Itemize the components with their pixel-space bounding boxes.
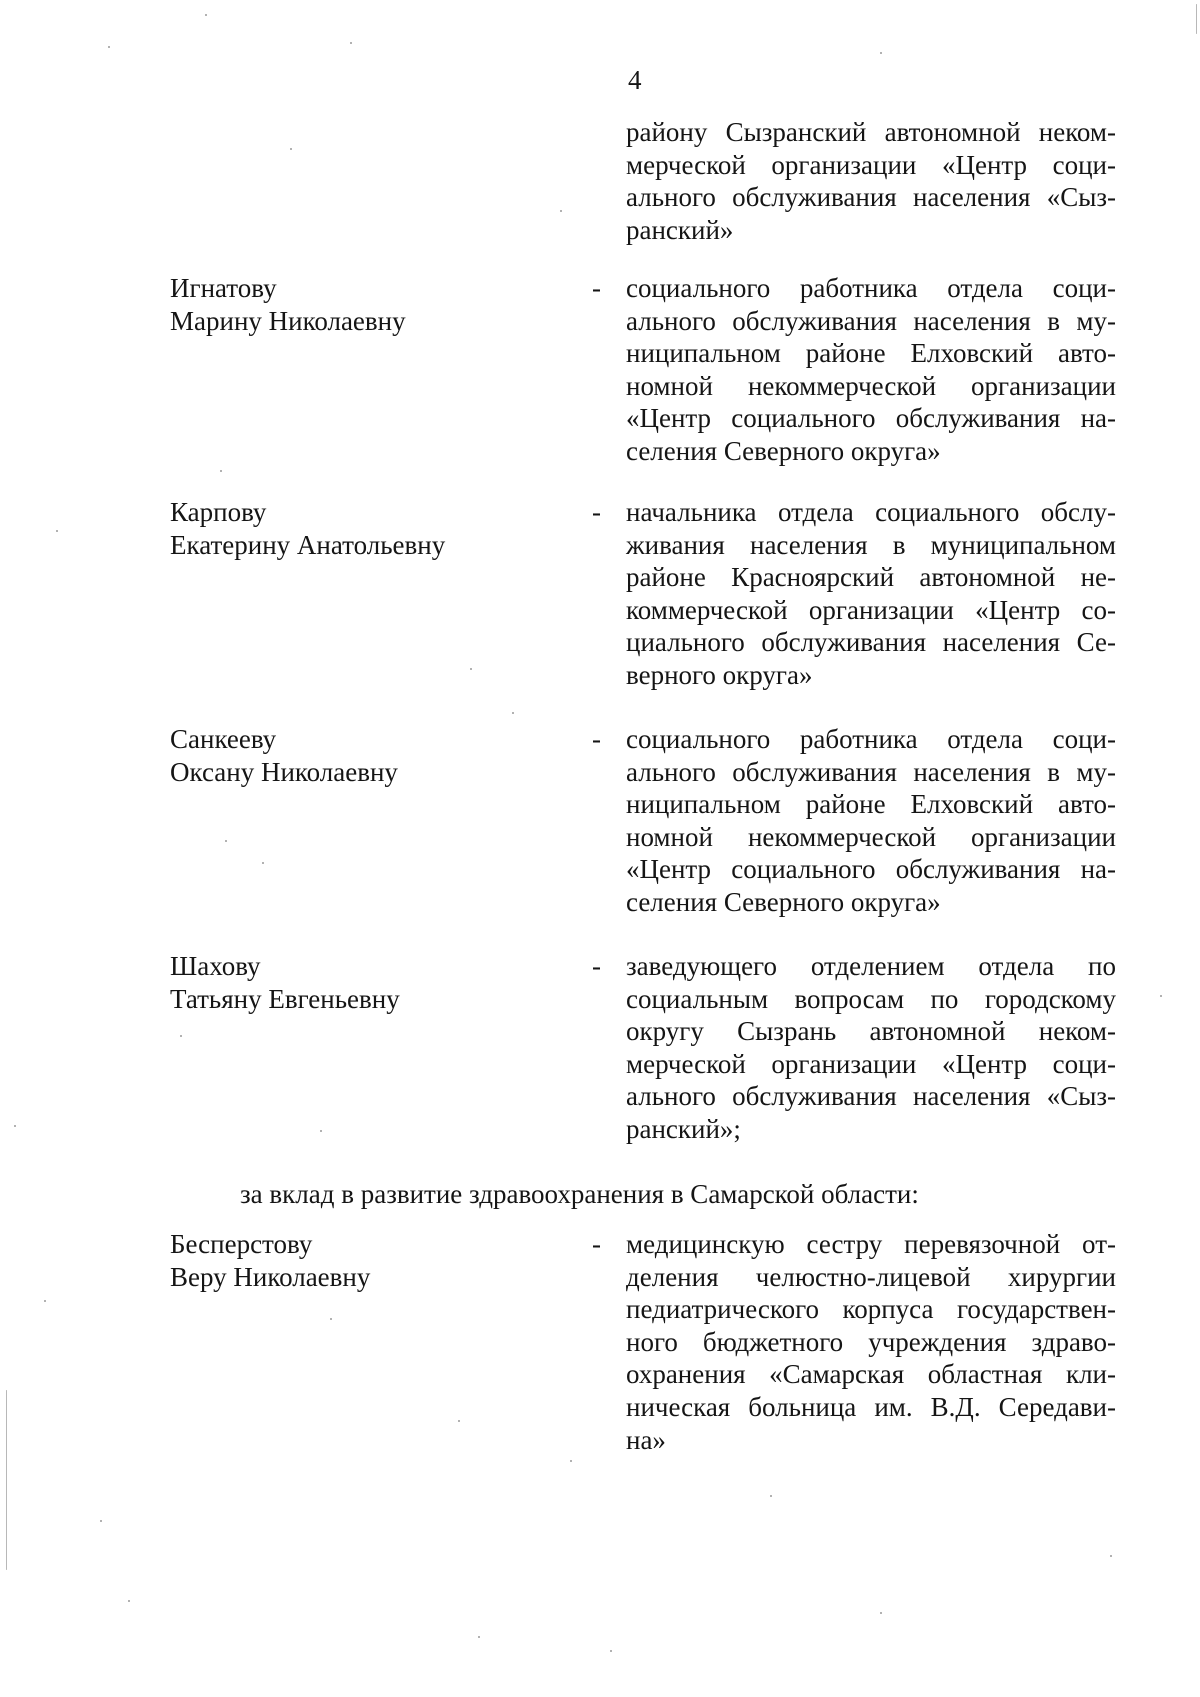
person-name [170,496,550,561]
position-description [626,950,1116,1146]
scan-speck [14,1125,16,1127]
text-line: «Центр социального обслуживания на- [626,403,1116,434]
given-names: Екатерину Анатольевну [170,529,446,560]
position-description [626,496,1116,692]
scan-speck [180,1035,182,1037]
scan-speck [330,1318,332,1320]
given-names: Веру Николаевну [170,1261,371,1292]
position-description [626,1228,1116,1456]
dash-separator: - [592,951,601,981]
scan-speck [100,1520,102,1522]
dash-separator: - [592,497,601,527]
continuation-text [626,116,1116,246]
scan-speck [512,712,514,714]
person-name [170,272,550,337]
text-line: району Сызранский автономной неком- [626,117,1116,147]
scan-speck [56,530,58,532]
surname: Санкееву [170,724,277,754]
scan-speck [458,1420,460,1422]
text-line: селения Северного округа» [626,886,941,917]
text-line: ранский»; [626,1113,741,1144]
position-description [626,272,1116,468]
surname: Карпову [170,497,267,527]
given-names: Татьяну Евгеньевну [170,983,400,1014]
scan-speck [108,46,110,48]
dash-separator: - [592,273,601,303]
scan-speck [478,1636,480,1638]
text-line: начальника отдела социального обслу- [626,497,1116,527]
scan-speck [880,52,882,54]
dash-separator: - [592,1229,601,1259]
text-line: педиатрического корпуса государствен- [626,1294,1116,1325]
surname: Бесперстову [170,1229,313,1259]
scan-speck [128,1600,130,1602]
scan-speck [770,1495,772,1497]
text-line: «Центр социального обслуживания на- [626,854,1116,885]
text-line: ального обслуживания населения «Сыз- [626,1081,1116,1112]
text-line: округу Сызрань автономной неком- [626,1016,1116,1047]
scan-speck [880,1612,882,1614]
text-line: коммерческой организации «Центр со- [626,594,1116,625]
text-line: охранения «Самарская областная кли- [626,1359,1116,1390]
text-line: живания населения в муниципальном [626,529,1116,560]
text-line: на» [626,1424,666,1455]
text-line: социального работника отдела соци- [626,273,1116,303]
text-line: деления челюстно-лицевой хирургии [626,1261,1116,1292]
text-line: ническая больница им. В.Д. Середави- [626,1391,1116,1422]
text-line: селения Северного округа» [626,435,941,466]
text-line: заведующего отделением отдела по [626,951,1116,981]
text-line: медицинскую сестру перевязочной от- [626,1229,1116,1259]
scan-speck [610,1650,612,1652]
text-line: ного бюджетного учреждения здраво- [626,1326,1116,1357]
scan-edge-line [1196,4,1197,34]
text-line: мерческой организации «Центр соци- [626,149,1116,180]
text-line: номной некоммерческой организации [626,370,1116,401]
section-heading: за вклад в развитие здравоохранения в Самарской области: [240,1179,919,1209]
person-name [170,723,550,788]
text-line: ранский» [626,214,734,245]
scan-speck [225,840,227,842]
text-line: районе Красноярский автономной не- [626,562,1116,593]
scan-speck [220,470,222,472]
text-line: номной некоммерческой организации [626,821,1116,852]
scan-speck [320,1130,322,1132]
person-name [170,950,550,1015]
person-name [170,1228,550,1293]
position-description [626,723,1116,919]
text-line: циального обслуживания населения Се- [626,627,1116,658]
scan-speck [1160,995,1162,997]
scan-speck [205,14,207,16]
scan-speck [470,668,472,670]
text-line: верного округа» [626,659,813,690]
text-line: ального обслуживания населения в му- [626,305,1116,336]
given-names: Марину Николаевну [170,305,406,336]
scan-speck [560,210,562,212]
text-line: ниципальном районе Елховский авто- [626,338,1116,369]
scan-edge-line [6,1390,7,1570]
text-line: социального работника отдела соци- [626,724,1116,754]
surname: Игнатову [170,273,277,303]
scan-speck [350,42,352,44]
text-line: социальным вопросам по городскому [626,983,1116,1014]
surname: Шахову [170,951,261,981]
scan-speck [44,1300,46,1302]
scan-speck [570,1460,572,1462]
scan-speck [290,148,292,150]
scan-speck [1110,1555,1112,1557]
given-names: Оксану Николаевну [170,756,398,787]
text-line: мерческой организации «Центр соци- [626,1048,1116,1079]
scan-speck [262,862,264,864]
text-line: ального обслуживания населения «Сыз- [626,182,1116,213]
page-number: 4 [628,65,642,95]
text-line: ниципальном районе Елховский авто- [626,789,1116,820]
dash-separator: - [592,724,601,754]
text-line: ального обслуживания населения в му- [626,756,1116,787]
